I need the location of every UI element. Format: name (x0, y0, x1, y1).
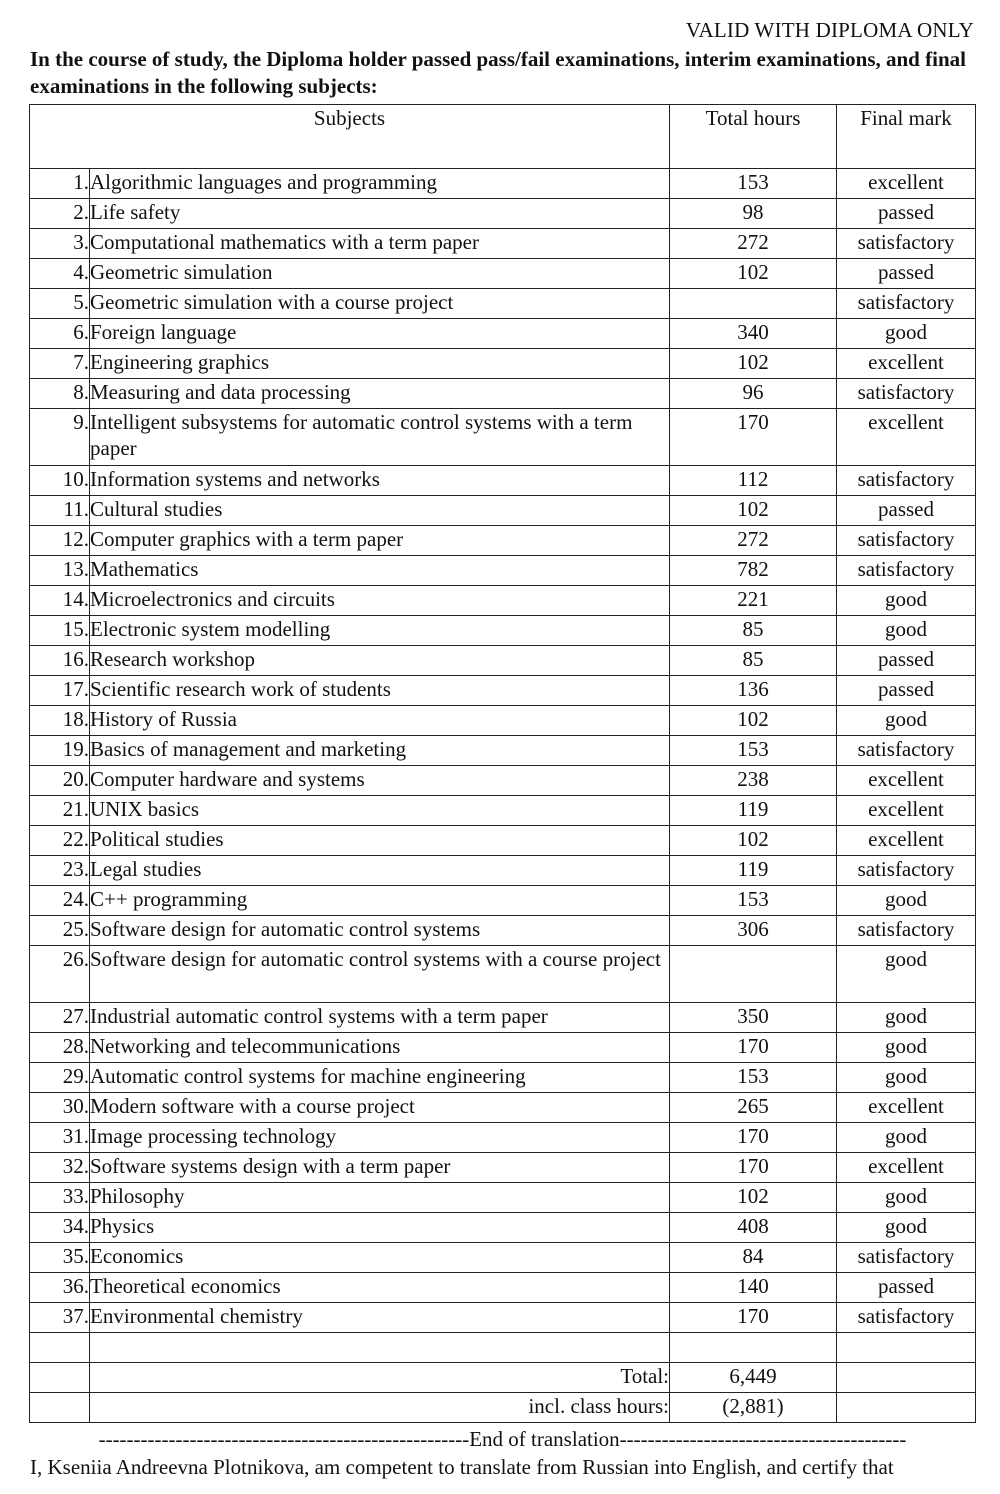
table-row (30, 379, 976, 409)
final-mark: passed (837, 646, 976, 676)
subject-name: Industrial automatic control systems with a term paper (90, 1003, 670, 1033)
table-row (30, 706, 976, 736)
total-hours: 265 (670, 1093, 837, 1123)
subject-name: Economics (90, 1243, 670, 1273)
total-hours: 153 (670, 169, 837, 199)
final-mark: excellent (837, 349, 976, 379)
final-mark: good (837, 1063, 976, 1093)
final-mark: satisfactory (837, 289, 976, 319)
subject-name: Automatic control systems for machine engineering (90, 1063, 670, 1093)
total-hours: 306 (670, 916, 837, 946)
final-mark: satisfactory (837, 229, 976, 259)
row-number: 34. (30, 1213, 90, 1243)
subject-name: Electronic system modelling (90, 616, 670, 646)
total-hours: 350 (670, 1003, 837, 1033)
table-row (30, 1243, 976, 1273)
row-number: 26. (30, 946, 90, 1003)
row-number: 15. (30, 616, 90, 646)
row-number: 35. (30, 1243, 90, 1273)
subject-name: Microelectronics and circuits (90, 586, 670, 616)
subject-name: UNIX basics (90, 796, 670, 826)
subject-name: Computational mathematics with a term paper (90, 229, 670, 259)
row-number: 3. (30, 229, 90, 259)
table-row (30, 289, 976, 319)
subject-name: Foreign language (90, 319, 670, 349)
final-mark: good (837, 616, 976, 646)
final-mark: satisfactory (837, 526, 976, 556)
final-mark: excellent (837, 169, 976, 199)
row-number: 12. (30, 526, 90, 556)
table-row (30, 796, 976, 826)
total-hours: 221 (670, 586, 837, 616)
table-row (30, 556, 976, 586)
table-row (30, 586, 976, 616)
row-number: 18. (30, 706, 90, 736)
valid-note: VALID WITH DIPLOMA ONLY (685, 18, 974, 42)
subject-name: Intelligent subsystems for automatic control systems with a term paper (90, 409, 670, 466)
subject-name: Physics (90, 1213, 670, 1243)
subject-name: Computer graphics with a term paper (90, 526, 670, 556)
final-mark: excellent (837, 796, 976, 826)
total-hours: 340 (670, 319, 837, 349)
row-number: 4. (30, 259, 90, 289)
table-row (30, 349, 976, 379)
final-mark: excellent (837, 826, 976, 856)
subject-name: Software systems design with a term paper (90, 1153, 670, 1183)
subject-name: History of Russia (90, 706, 670, 736)
table-row (30, 319, 976, 349)
final-mark: good (837, 1213, 976, 1243)
subject-name: Algorithmic languages and programming (90, 169, 670, 199)
total-hours: 153 (670, 886, 837, 916)
total-hours: 102 (670, 1183, 837, 1213)
final-mark: passed (837, 199, 976, 229)
final-mark: satisfactory (837, 466, 976, 496)
subject-name: Software design for automatic control systems (90, 916, 670, 946)
row-number: 24. (30, 886, 90, 916)
row-number: 27. (30, 1003, 90, 1033)
final-mark: passed (837, 259, 976, 289)
table-body (30, 169, 976, 1333)
subject-name: Software design for automatic control systems with a course project (90, 946, 670, 1003)
total-label: Total: (90, 1363, 670, 1393)
subject-name: Political studies (90, 826, 670, 856)
row-number: 23. (30, 856, 90, 886)
table-row (30, 1183, 976, 1213)
final-mark: good (837, 706, 976, 736)
table-row (30, 1063, 976, 1093)
row-number: 21. (30, 796, 90, 826)
final-mark: satisfactory (837, 916, 976, 946)
total-value: 6,449 (670, 1363, 837, 1393)
final-mark: excellent (837, 766, 976, 796)
subject-name: Theoretical economics (90, 1273, 670, 1303)
subject-name: Environmental chemistry (90, 1303, 670, 1333)
table-row (30, 496, 976, 526)
table-row (30, 946, 976, 1003)
table-row (30, 259, 976, 289)
table-row (30, 1213, 976, 1243)
table-row (30, 526, 976, 556)
subject-name: Geometric simulation (90, 259, 670, 289)
total-hours: 96 (670, 379, 837, 409)
table-row (30, 856, 976, 886)
table-row (30, 1273, 976, 1303)
total-hours: 782 (670, 556, 837, 586)
blank-row (30, 1333, 976, 1363)
row-number: 16. (30, 646, 90, 676)
row-number: 30. (30, 1093, 90, 1123)
row-number: 9. (30, 409, 90, 466)
table-row (30, 409, 976, 466)
table-row (30, 646, 976, 676)
final-mark: satisfactory (837, 1303, 976, 1333)
final-mark: good (837, 1183, 976, 1213)
total-hours: 84 (670, 1243, 837, 1273)
class-hours-row (30, 1393, 976, 1423)
total-hours: 136 (670, 676, 837, 706)
subject-name: Measuring and data processing (90, 379, 670, 409)
row-number: 33. (30, 1183, 90, 1213)
row-number: 28. (30, 1033, 90, 1063)
subject-name: Information systems and networks (90, 466, 670, 496)
table-row (30, 736, 976, 766)
class-hours-label: incl. class hours: (90, 1393, 670, 1423)
total-hours: 408 (670, 1213, 837, 1243)
subject-name: Computer hardware and systems (90, 766, 670, 796)
row-number: 17. (30, 676, 90, 706)
total-hours: 102 (670, 706, 837, 736)
subject-name: Engineering graphics (90, 349, 670, 379)
table-row (30, 1123, 976, 1153)
total-hours: 170 (670, 1123, 837, 1153)
subject-name: Basics of management and marketing (90, 736, 670, 766)
total-hours: 238 (670, 766, 837, 796)
total-hours: 170 (670, 1303, 837, 1333)
row-number: 10. (30, 466, 90, 496)
final-mark: satisfactory (837, 1243, 976, 1273)
total-hours: 153 (670, 736, 837, 766)
row-number: 19. (30, 736, 90, 766)
final-mark: excellent (837, 409, 976, 466)
row-number: 11. (30, 496, 90, 526)
row-number: 6. (30, 319, 90, 349)
final-mark: good (837, 319, 976, 349)
row-number: 1. (30, 169, 90, 199)
total-hours: 102 (670, 259, 837, 289)
final-mark: good (837, 1033, 976, 1063)
class-hours-value: (2,881) (670, 1393, 837, 1423)
subject-name: Life safety (90, 199, 670, 229)
row-number: 5. (30, 289, 90, 319)
subject-name: Scientific research work of students (90, 676, 670, 706)
header-subjects: Subjects (30, 105, 670, 169)
total-hours: 119 (670, 796, 837, 826)
row-number: 7. (30, 349, 90, 379)
row-number: 36. (30, 1273, 90, 1303)
subject-name: Image processing technology (90, 1123, 670, 1153)
certification-text: I, Kseniia Andreevna Plotnikova, am competent to translate from Russian into English, and certify that (30, 1455, 894, 1479)
table-row (30, 1093, 976, 1123)
total-hours: 170 (670, 1153, 837, 1183)
table-row (30, 676, 976, 706)
final-mark: satisfactory (837, 379, 976, 409)
final-mark: satisfactory (837, 856, 976, 886)
subject-name: C++ programming (90, 886, 670, 916)
subject-name: Geometric simulation with a course project (90, 289, 670, 319)
total-hours: 102 (670, 496, 837, 526)
table-row (30, 1303, 976, 1333)
header-hours: Total hours (670, 105, 837, 169)
total-hours: 98 (670, 199, 837, 229)
final-mark: passed (837, 1273, 976, 1303)
table-row (30, 466, 976, 496)
total-hours: 153 (670, 1063, 837, 1093)
total-hours: 85 (670, 646, 837, 676)
total-hours (670, 946, 837, 1003)
subject-name: Cultural studies (90, 496, 670, 526)
table-row (30, 616, 976, 646)
row-number: 32. (30, 1153, 90, 1183)
intro-text: In the course of study, the Diploma holder passed pass/fail examinations, interim examinations, and final examinations in the following subjects: (30, 47, 966, 98)
table-row (30, 886, 976, 916)
total-hours: 102 (670, 826, 837, 856)
subjects-table (29, 104, 976, 1423)
total-row (30, 1363, 976, 1393)
table-row (30, 1033, 976, 1063)
final-mark: good (837, 946, 976, 1003)
total-hours: 272 (670, 229, 837, 259)
table-row (30, 229, 976, 259)
total-hours (670, 289, 837, 319)
table-row (30, 916, 976, 946)
subject-name: Networking and telecommunications (90, 1033, 670, 1063)
final-mark: passed (837, 676, 976, 706)
table-row (30, 1153, 976, 1183)
total-hours: 140 (670, 1273, 837, 1303)
row-number: 20. (30, 766, 90, 796)
subject-name: Modern software with a course project (90, 1093, 670, 1123)
final-mark: excellent (837, 1093, 976, 1123)
table-row (30, 199, 976, 229)
table-row (30, 1003, 976, 1033)
table-row (30, 766, 976, 796)
row-number: 13. (30, 556, 90, 586)
row-number: 25. (30, 916, 90, 946)
final-mark: good (837, 886, 976, 916)
subject-name: Legal studies (90, 856, 670, 886)
final-mark: satisfactory (837, 736, 976, 766)
row-number: 14. (30, 586, 90, 616)
row-number: 29. (30, 1063, 90, 1093)
table-row (30, 826, 976, 856)
row-number: 37. (30, 1303, 90, 1333)
header-mark: Final mark (837, 105, 976, 169)
final-mark: good (837, 1003, 976, 1033)
total-hours: 170 (670, 409, 837, 466)
row-number: 2. (30, 199, 90, 229)
total-hours: 85 (670, 616, 837, 646)
final-mark: satisfactory (837, 556, 976, 586)
subject-name: Mathematics (90, 556, 670, 586)
final-mark: good (837, 1123, 976, 1153)
row-number: 22. (30, 826, 90, 856)
subject-name: Philosophy (90, 1183, 670, 1213)
end-of-translation: -----------------------------------------------------End of translation----------------------------------------- (98, 1427, 907, 1451)
final-mark: good (837, 586, 976, 616)
row-number: 31. (30, 1123, 90, 1153)
total-hours: 112 (670, 466, 837, 496)
total-hours: 170 (670, 1033, 837, 1063)
total-hours: 119 (670, 856, 837, 886)
final-mark: passed (837, 496, 976, 526)
subject-name: Research workshop (90, 646, 670, 676)
total-hours: 102 (670, 349, 837, 379)
total-hours: 272 (670, 526, 837, 556)
final-mark: excellent (837, 1153, 976, 1183)
table-row (30, 169, 976, 199)
row-number: 8. (30, 379, 90, 409)
